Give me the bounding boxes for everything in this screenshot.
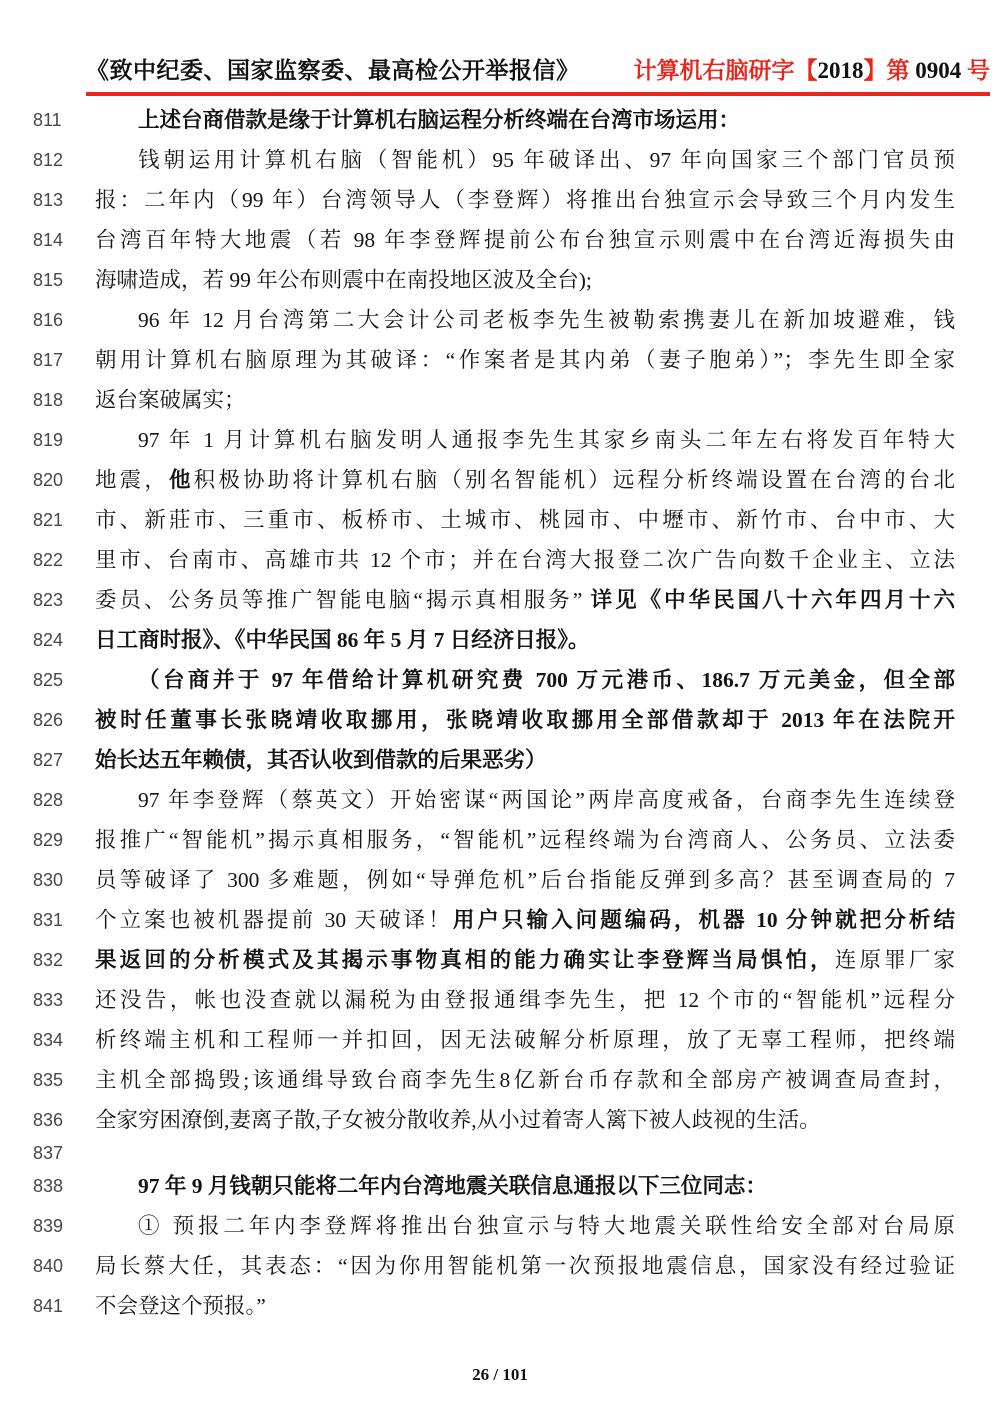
document-line <box>33 940 955 980</box>
line-text: 不会登这个预报。” <box>95 1294 266 1318</box>
document-line <box>33 1060 955 1100</box>
document-line <box>33 1140 955 1166</box>
document-line <box>33 180 955 220</box>
line-text: 员等破译了 300 多难题，例如“导弹危机”后台指能反弹到多高？甚至调查局的 7 <box>95 868 955 892</box>
line-number: 840 <box>33 1255 64 1276</box>
line-number: 811 <box>33 109 62 130</box>
line-number: 824 <box>33 629 64 650</box>
document-line <box>33 780 955 820</box>
document-line <box>33 740 955 780</box>
line-number: 833 <box>33 989 64 1010</box>
line-number: 830 <box>33 869 64 890</box>
document-line <box>33 980 955 1020</box>
document-line <box>33 380 955 420</box>
document-line <box>33 100 955 140</box>
document-line <box>33 820 955 860</box>
document-line <box>33 860 955 900</box>
line-text: 委员、公务员等推广智能电脑“揭示真相服务” 详见《中华民国八十六年四月十六 <box>95 588 955 612</box>
header-title: 《致中纪委、国家监察委、最高检公开举报信》 <box>86 58 580 83</box>
document-line <box>33 1100 955 1140</box>
line-text: 海啸造成，若 99 年公布则震中在南投地区波及全台); <box>95 268 592 292</box>
line-text: 被时任董事长张晓靖收取挪用，张晓靖收取挪用全部借款却于 2013 年在法院开 <box>95 708 955 732</box>
line-text: 97 年李登辉（蔡英文）开始密谋“两国论”两岸高度戒备，台商李先生连续登 <box>138 788 955 812</box>
page-header <box>86 52 990 96</box>
line-text: 96 年 12 月台湾第二大会计公司老板李先生被勒索携妻儿在新加坡避难，钱 <box>138 308 955 332</box>
line-number: 816 <box>33 309 64 330</box>
line-number: 841 <box>33 1295 64 1316</box>
document-line <box>33 340 955 380</box>
line-text: 报推广“智能机”揭示真相服务，“智能机”远程终端为台湾商人、公务员、立法委 <box>95 828 955 852</box>
line-number: 812 <box>33 149 64 170</box>
line-text: 局长蔡大任，其表态：“因为你用智能机第一次预报地震信息，国家没有经过验证 <box>95 1254 955 1278</box>
line-text: 日工商时报》、《中华民国 86 年 5 月 7 日经济日报》。 <box>95 628 590 652</box>
document-line <box>33 1166 955 1206</box>
line-number: 838 <box>33 1175 64 1196</box>
line-text: 还没告，帐也没查就以漏税为由登报通缉李先生，把 12 个市的“智能机”远程分 <box>95 988 955 1012</box>
page-number: 26 / 101 <box>472 1365 528 1384</box>
document-line <box>33 300 955 340</box>
line-text: 97 年 1 月计算机右脑发明人通报李先生其家乡南头二年左右将发百年特大 <box>138 428 955 452</box>
document-line <box>33 620 955 660</box>
document-line <box>33 220 955 260</box>
line-number: 839 <box>33 1215 64 1236</box>
line-text: 析终端主机和工程师一并扣回，因无法破解分析原理，放了无辜工程师，把终端 <box>95 1028 955 1052</box>
line-number: 820 <box>33 469 64 490</box>
line-text: 97 年 9 月钱朝只能将二年内台湾地震关联信息通报以下三位同志： <box>138 1174 767 1198</box>
line-number: 819 <box>33 429 64 450</box>
document-line <box>33 420 955 460</box>
document-lines <box>33 100 955 1326</box>
line-text: 始长达五年赖债，其否认收到借款的后果恶劣） <box>95 748 547 772</box>
document-line <box>33 1206 955 1246</box>
line-number: 828 <box>33 789 64 810</box>
line-text: 市、新莊市、三重市、板桥市、土城市、桃园市、中壢市、新竹市、台中市、大 <box>95 508 955 532</box>
line-number: 827 <box>33 749 64 770</box>
line-number: 813 <box>33 189 64 210</box>
line-number: 832 <box>33 949 64 970</box>
line-text: （台商并于 97 年借给计算机研究费 700 万元港币、186.7 万元美金，但全部 <box>138 668 955 692</box>
document-line <box>33 500 955 540</box>
line-number: 815 <box>33 269 64 290</box>
line-number: 821 <box>33 509 64 530</box>
document-line <box>33 260 955 300</box>
line-number: 831 <box>33 909 64 930</box>
line-text: 返台案破属实； <box>95 388 246 412</box>
line-number: 837 <box>33 1142 64 1163</box>
line-number: 825 <box>33 669 64 690</box>
line-text: 朝用计算机右脑原理为其破译：“作案者是其内弟（妻子胞弟）”；李先生即全家 <box>95 348 955 372</box>
document-line <box>33 900 955 940</box>
line-number: 818 <box>33 389 64 410</box>
document-line <box>33 580 955 620</box>
line-text: 上述台商借款是缘于计算机右脑运程分析终端在台湾市场运用： <box>138 108 741 132</box>
document-line <box>33 700 955 740</box>
line-text: 台湾百年特大地震（若 98 年李登辉提前公布台独宣示则震中在台湾近海损失由 <box>95 228 955 252</box>
document-line <box>33 1246 955 1286</box>
line-text: 果返回的分析模式及其揭示事物真相的能力确实让李登辉当局惧怕，连原罪厂家 <box>95 948 955 972</box>
document-line <box>33 1020 955 1060</box>
line-number: 834 <box>33 1029 64 1050</box>
page-footer <box>0 1365 1000 1385</box>
doc-number: 计算机右脑研字【2018】第 0904 号 <box>633 58 990 83</box>
line-number: 829 <box>33 829 64 850</box>
line-number: 823 <box>33 589 64 610</box>
line-text: 个立案也被机器提前 30 天破译！用户只输入问题编码，机器 10 分钟就把分析结 <box>95 908 955 932</box>
document-line <box>33 1286 955 1326</box>
line-text: 钱朝运用计算机右脑（智能机）95 年破译出、97 年向国家三个部门官员预 <box>138 148 955 172</box>
document-line <box>33 660 955 700</box>
line-text: 报：二年内（99 年）台湾领导人（李登辉）将推出台独宣示会导致三个月内发生 <box>95 188 955 212</box>
document-line <box>33 460 955 500</box>
line-number: 814 <box>33 229 64 250</box>
line-text: 地震，他积极协助将计算机右脑（别名智能机）远程分析终端设置在台湾的台北 <box>95 468 955 492</box>
line-text: 主机全部捣毁;该通缉导致台商李先生8亿新台币存款和全部房产被调查局查封， <box>95 1068 955 1092</box>
line-text: 全家穷困潦倒,妻离子散,子女被分散收养,从小过着寄人篱下被人歧视的生活。 <box>95 1108 821 1132</box>
line-number: 836 <box>33 1109 64 1130</box>
document-line <box>33 540 955 580</box>
line-number: 817 <box>33 349 64 370</box>
document-line <box>33 140 955 180</box>
line-number: 826 <box>33 709 64 730</box>
line-number: 822 <box>33 549 64 570</box>
line-number: 835 <box>33 1069 64 1090</box>
line-text: ① 预报二年内李登辉将推出台独宣示与特大地震关联性给安全部对台局原 <box>138 1214 955 1238</box>
line-text: 里市、台南市、高雄市共 12 个市；并在台湾大报登二次广告向数千企业主、立法 <box>95 548 955 572</box>
